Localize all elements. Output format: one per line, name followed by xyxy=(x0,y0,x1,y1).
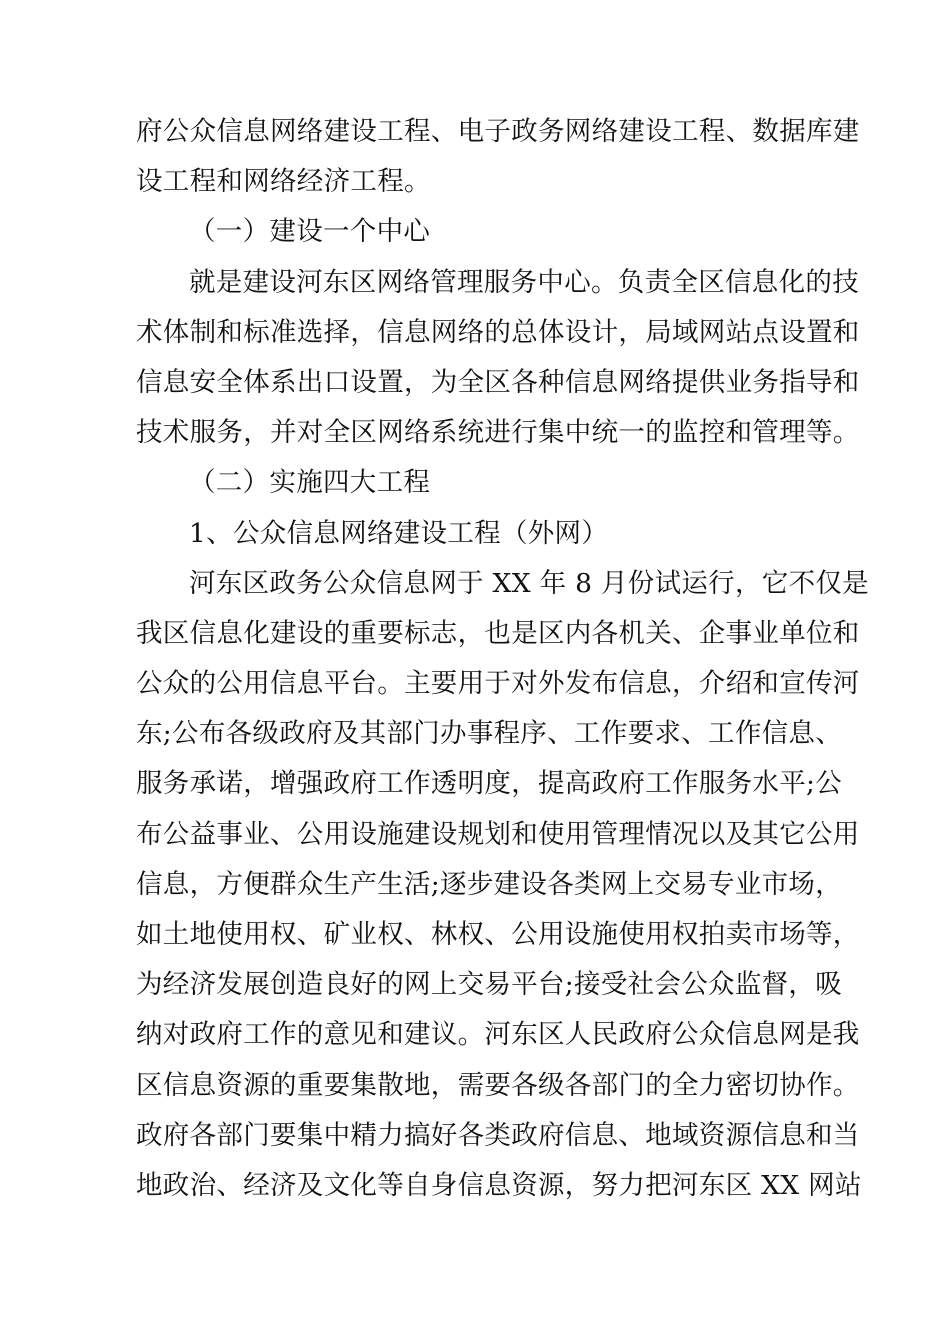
section-heading-1: （一）建设一个中心 xyxy=(189,216,431,248)
text-line: 公众的公用信息平台。主要用于对外发布信息，介绍和宣传河 xyxy=(136,668,860,700)
paragraph-start: 就是建设河东区网络管理服务中心。负责全区信息化的技 xyxy=(189,266,859,298)
text-line: 东;公布各级政府及其部门办事程序、工作要求、工作信息、 xyxy=(136,718,843,750)
paragraph-start: 河东区政务公众信息网于 XX 年 8 月份试运行，它不仅是 xyxy=(189,567,869,599)
text-line: 信息安全体系出口设置，为全区各种信息网络提供业务指导和 xyxy=(136,366,860,398)
subsection-heading: 1、公众信息网络建设工程（外网） xyxy=(189,517,609,549)
text-line: 如土地使用权、矿业权、林权、公用设施使用权拍卖市场等， xyxy=(136,919,860,950)
text-line: 布公益事业、公用设施建设规划和使用管理情况以及其它公用 xyxy=(136,818,860,850)
section-heading-2: （二）实施四大工程 xyxy=(189,467,431,499)
text-line: 纳对政府工作的意见和建议。河东区人民政府公众信息网是我 xyxy=(136,1019,860,1051)
text-line: 区信息资源的重要集散地，需要各级各部门的全力密切协作。 xyxy=(136,1069,860,1101)
text-line: 信息，方便群众生产生活;逐步建设各类网上交易专业市场， xyxy=(136,868,843,900)
text-line: 政府各部门要集中精力搞好各类政府信息、地域资源信息和当 xyxy=(136,1119,860,1151)
text-line: 地政治、经济及文化等自身信息资源，努力把河东区 XX 网站 xyxy=(136,1169,862,1201)
text-line: 我区信息化建设的重要标志，也是区内各机关、企事业单位和 xyxy=(136,617,860,649)
text-line: 为经济发展创造良好的网上交易平台;接受社会公众监督，吸 xyxy=(136,969,843,1001)
text-line: 技术服务，并对全区网络系统进行集中统一的监控和管理等。 xyxy=(136,417,860,449)
text-line: 术体制和标准选择，信息网络的总体设计，局域网站点设置和 xyxy=(136,316,860,348)
text-line: 府公众信息网络建设工程、电子政务网络建设工程、数据库建 xyxy=(136,116,860,147)
document-body xyxy=(136,107,869,1211)
text-line: 服务承诺，增强政府工作透明度，提高政府工作服务水平;公 xyxy=(136,768,843,800)
text-line: 设工程和网络经济工程。 xyxy=(136,166,431,198)
